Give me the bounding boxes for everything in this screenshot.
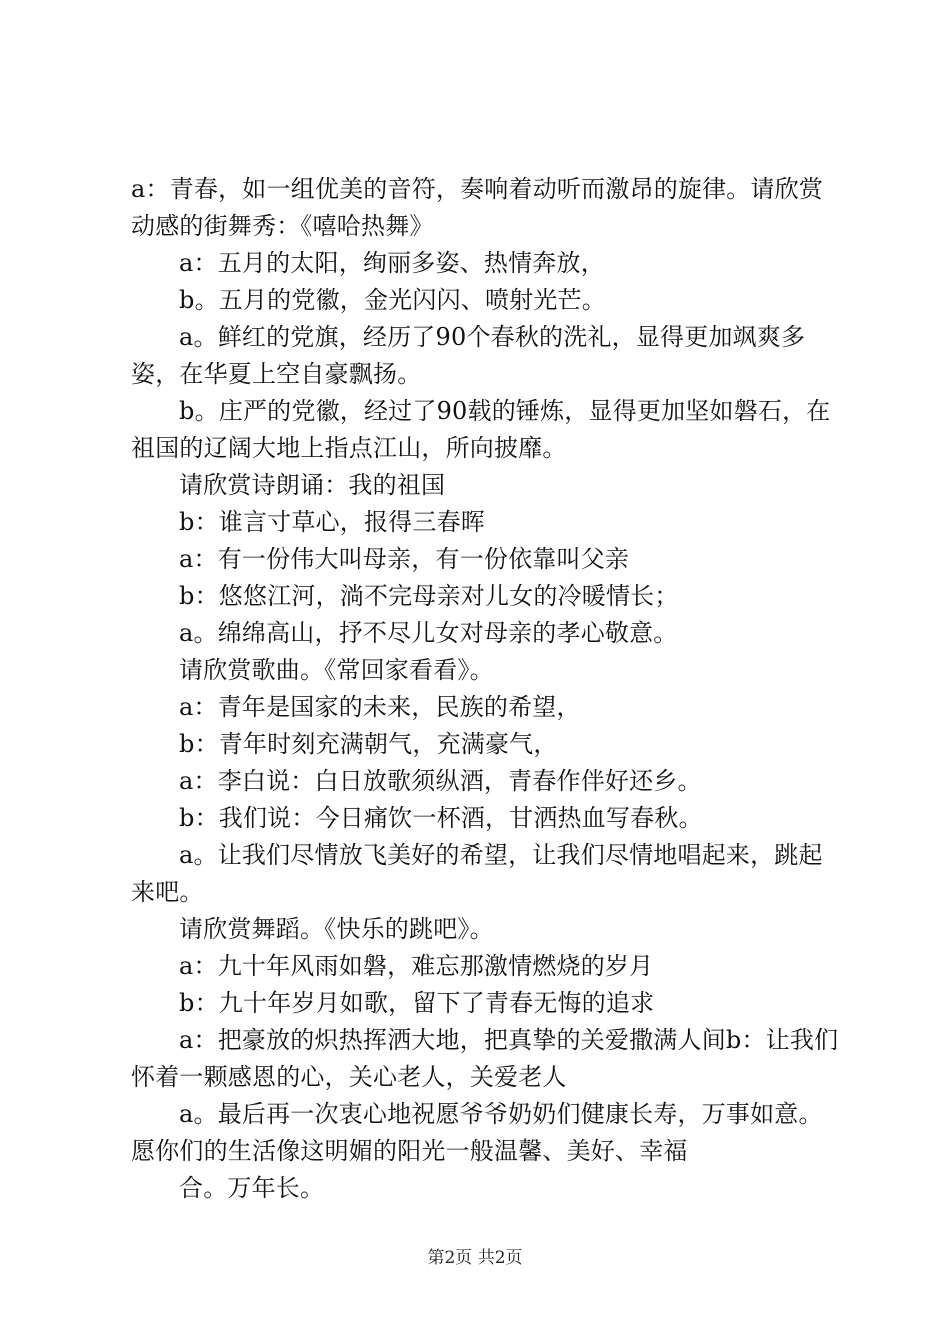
paragraph: 合。万年长。 — [179, 1174, 325, 1202]
paragraph: b。五月的党徽，金光闪闪、喷射光芒。 — [179, 286, 606, 314]
paragraph: b：悠悠江河，淌不完母亲对儿女的冷暖情长； — [179, 582, 679, 610]
paragraph: b：九十年岁月如歌，留下了青春无悔的追求 — [179, 989, 655, 1017]
paragraph: a：把豪放的炽热挥洒大地，把真挚的关爱撒满人间b：让我们怀着一颗感恩的心，关心老人，关爱老人 — [131, 1026, 839, 1091]
paragraph: b：青年时刻充满朝气，充满豪气， — [179, 730, 558, 758]
paragraph: a：九十年风雨如磐，难忘那激情燃烧的岁月 — [179, 952, 654, 980]
paragraph: a：有一份伟大叫母亲，有一份依靠叫父亲 — [179, 545, 630, 573]
paragraph: 请欣赏诗朗诵：我的祖国 — [179, 471, 446, 499]
paragraph: a。让我们尽情放飞美好的希望，让我们尽情地唱起来，跳起来吧。 — [131, 841, 823, 906]
paragraph: a：青年是国家的未来，民族的希望， — [179, 693, 581, 721]
paragraph: a：青春，如一组优美的音符，奏响着动听而激昂的旋律。请欣赏动感的街舞秀：《嘻哈热舞》 — [131, 175, 824, 240]
document-body — [131, 171, 843, 1207]
paragraph: b：谁言寸草心，报得三春晖 — [179, 508, 485, 536]
paragraph: b。庄严的党徽，经过了90载的锤炼，显得更加坚如磐石，在祖国的辽阔大地上指点江山，所向披靡。 — [131, 397, 831, 462]
paragraph: 请欣赏歌曲。《常回家看看》。 — [179, 656, 494, 684]
paragraph: a。鲜红的党旗，经历了90个春秋的洗礼，显得更加飒爽多姿，在华夏上空自豪飘扬。 — [131, 323, 806, 388]
paragraph: a。最后再一次衷心地祝愿爷爷奶奶们健康长寿，万事如意。愿你们的生活像这明媚的阳光一般温馨、美好、幸福 — [131, 1100, 823, 1165]
paragraph: a：五月的太阳，绚丽多姿、热情奔放， — [179, 249, 605, 277]
paragraph: 请欣赏舞蹈。《快乐的跳吧》。 — [179, 915, 494, 943]
paragraph: a：李白说：白日放歌须纵酒，青春作伴好还乡。 — [179, 767, 702, 795]
paragraph: a。绵绵高山，抒不尽儿女对母亲的孝心敬意。 — [179, 619, 678, 647]
paragraph: b：我们说：今日痛饮一杯酒，甘洒热血写春秋。 — [179, 804, 703, 832]
page-number-footer: 第2页 共2页 — [427, 1248, 523, 1268]
